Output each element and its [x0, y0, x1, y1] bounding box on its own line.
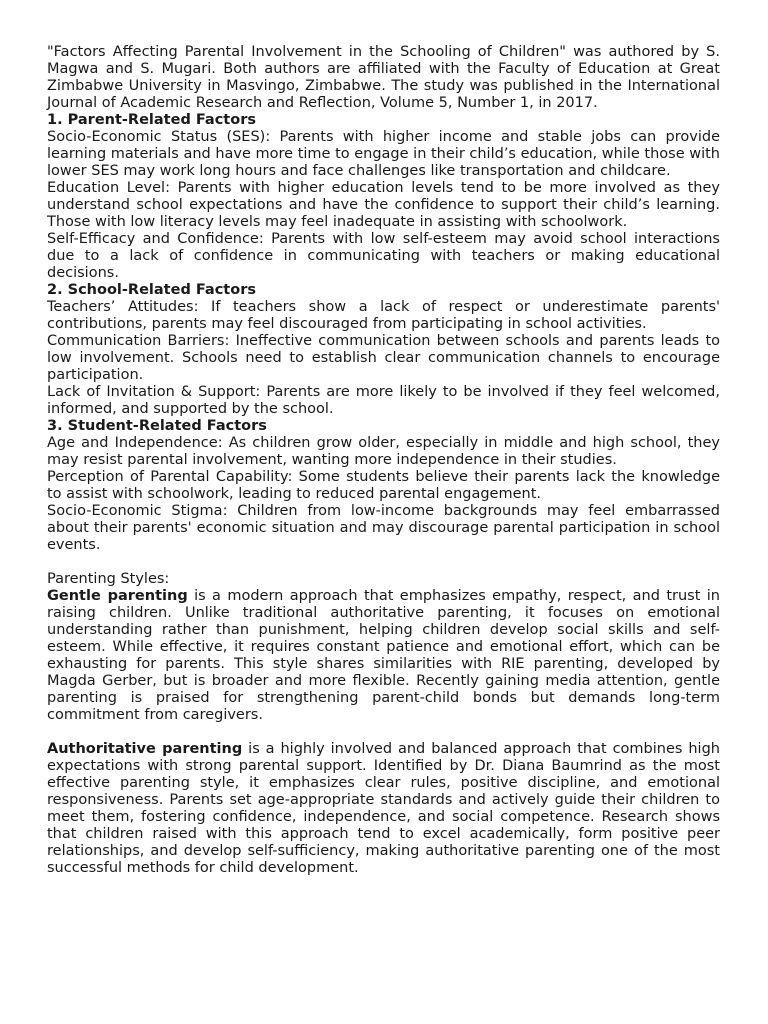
gentle-parenting-term: Gentle parenting: [47, 588, 188, 604]
authoritative-parenting-term: Authoritative parenting: [47, 741, 243, 757]
paragraph-authoritative-parenting: [47, 741, 720, 877]
paragraph-communication-barriers: Communication Barriers: Ineffective communication between schools and parents leads to low involvement. Schools need to establish clear communication channels to encourage participation.: [47, 333, 720, 383]
section-heading-parent: 1. Parent-Related Factors: [47, 112, 256, 128]
paragraph-education-level: Education Level: Parents with higher education levels tend to be more involved as they understand school expectations and have the confidence to support their child’s learning. Those with low literacy levels may feel inadequate in assisting with schoolwork.: [47, 180, 720, 230]
gentle-parenting-text: is a modern approach that emphasizes empathy, respect, and trust in raising children. Unlike traditional authoritative parenting, it focuses on emotional understanding rather than punishment, helping children develop social skills and self-esteem. While effective, it requires constant patience and emotional effort, which can be exhausting for parents. This style shares similarities with RIE parenting, developed by Magda Gerber, but is broader and more flexible. Recently gaining media attention, gentle parenting is praised for strengthening parent-child bonds but demands long-term commitment from caregivers.: [47, 588, 720, 723]
spacer: [47, 554, 720, 571]
parenting-styles-label: Parenting Styles:: [47, 571, 170, 587]
section-heading-school: 2. School-Related Factors: [47, 282, 256, 298]
section-heading-student: 3. Student-Related Factors: [47, 418, 267, 434]
paragraph-gentle-parenting: [47, 588, 720, 724]
spacer: [47, 724, 720, 741]
paragraph-age-independence: Age and Independence: As children grow older, especially in middle and high school, they may resist parental involvement, wanting more independence in their studies.: [47, 435, 720, 468]
intro-paragraph: "Factors Affecting Parental Involvement in the Schooling of Children" was authored by S. Magwa and S. Mugari. Both authors are affiliated with the Faculty of Education at Great Zimbabwe University in Masvingo, Zimbabwe. The study was published in the International Journal of Academic Research and Reflection, Volume 5, Number 1, in 2017.: [47, 44, 720, 111]
paragraph-socio-economic-stigma: Socio-Economic Stigma: Children from low-income backgrounds may feel embarrassed about their parents' economic situation and may discourage parental participation in school events.: [47, 503, 720, 553]
paragraph-ses: Socio-Economic Status (SES): Parents with higher income and stable jobs can provide learning materials and have more time to engage in their child’s education, while those with lower SES may work long hours and face challenges like transportation and childcare.: [47, 129, 720, 179]
authoritative-parenting-text: is a highly involved and balanced approach that combines high expectations with strong parental support. Identified by Dr. Diana Baumrind as the most effective parenting style, it emphasizes clear rules, positive discipline, and emotional responsiveness. Parents set age-appropriate standards and actively guide their children to meet them, fostering confidence, independence, and social competence. Research shows that children raised with this approach tend to excel academically, form positive peer relationships, and develop self-sufficiency, making authoritative parenting one of the most successful methods for child development.: [47, 741, 720, 876]
paragraph-lack-of-invitation: Lack of Invitation & Support: Parents are more likely to be involved if they feel welcomed, informed, and supported by the school.: [47, 384, 720, 417]
paragraph-perception-capability: Perception of Parental Capability: Some students believe their parents lack the knowledge to assist with schoolwork, leading to reduced parental engagement.: [47, 469, 720, 502]
paragraph-teachers-attitudes: Teachers’ Attitudes: If teachers show a lack of respect or underestimate parents' contributions, parents may feel discouraged from participating in school activities.: [47, 299, 720, 332]
document-page: [47, 44, 720, 877]
paragraph-self-efficacy: Self-Efficacy and Confidence: Parents with low self-esteem may avoid school interactions due to a lack of confidence in communicating with teachers or making educational decisions.: [47, 231, 720, 281]
